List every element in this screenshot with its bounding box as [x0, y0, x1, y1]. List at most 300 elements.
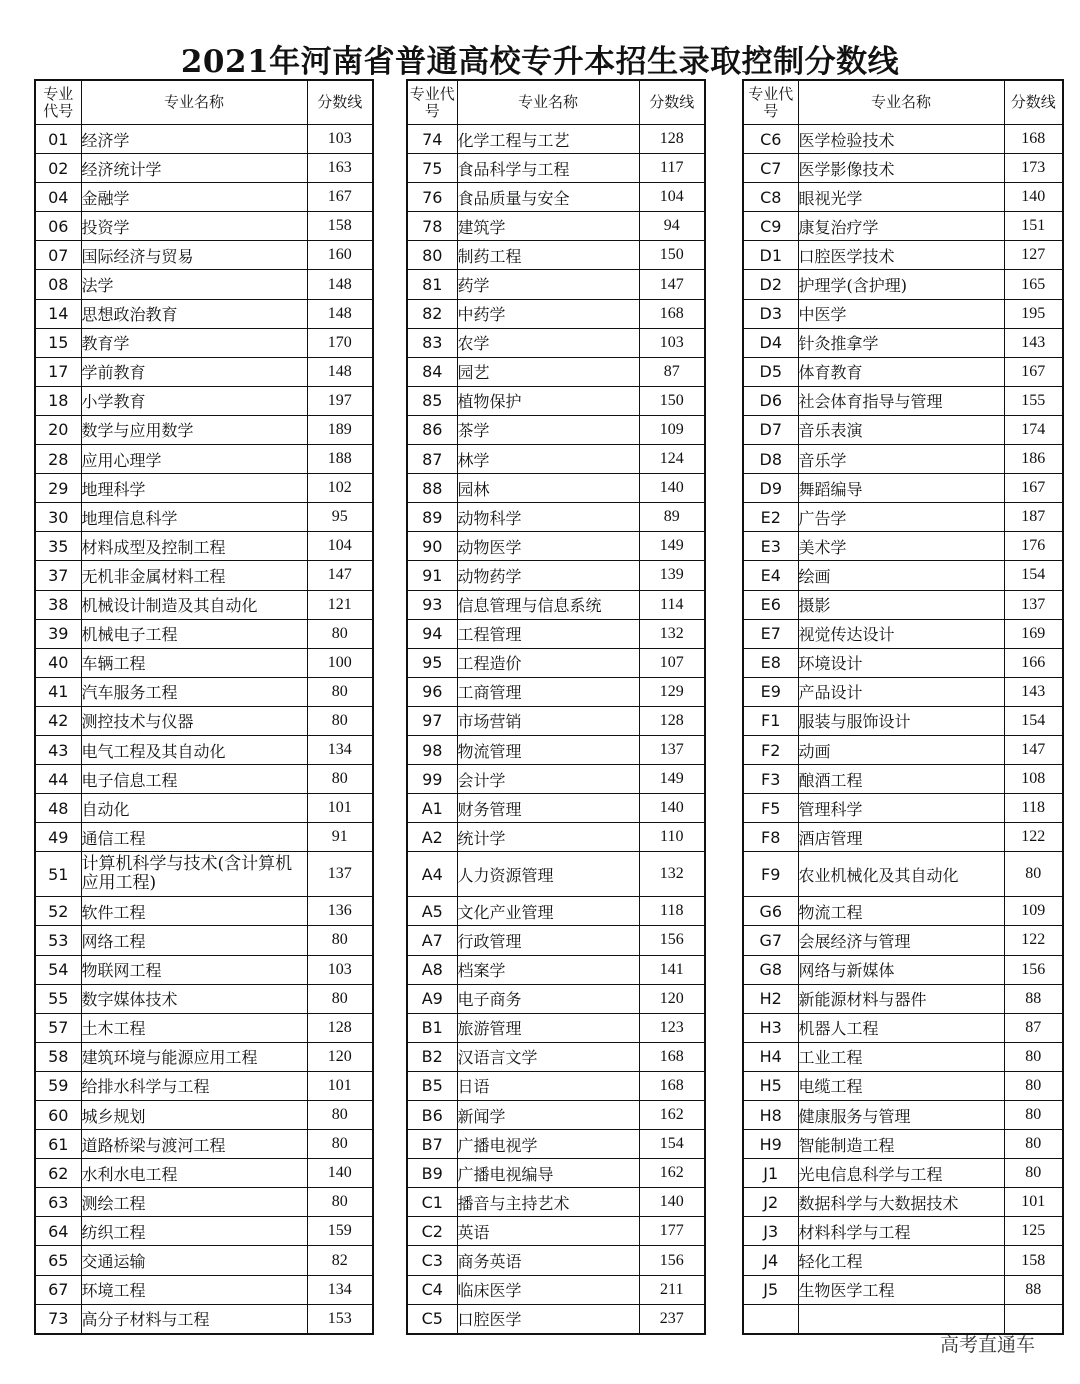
table-row — [35, 183, 373, 212]
major-code: G6 — [743, 897, 798, 926]
major-code: 99 — [407, 765, 457, 794]
table-row — [743, 1042, 1063, 1071]
major-name: 动画 — [798, 735, 1004, 764]
major-code: 14 — [35, 299, 81, 328]
major-name: 酿酒工程 — [798, 765, 1004, 794]
table-row — [35, 1071, 373, 1100]
major-code: 60 — [35, 1101, 81, 1130]
major-name: 林学 — [457, 445, 639, 474]
major-code: E2 — [743, 503, 798, 532]
score-line: 170 — [307, 328, 373, 357]
major-code: 89 — [407, 503, 457, 532]
major-code: 04 — [35, 183, 81, 212]
major-code: 01 — [35, 125, 81, 154]
table-row — [743, 154, 1063, 183]
table-row — [407, 270, 705, 299]
major-name: 测控技术与仪器 — [81, 706, 307, 735]
major-name: 光电信息科学与工程 — [798, 1159, 1004, 1188]
table-row — [743, 474, 1063, 503]
score-line: 80 — [307, 1188, 373, 1217]
score-line: 108 — [1004, 765, 1063, 794]
score-line: 188 — [307, 445, 373, 474]
major-name: 化学工程与工艺 — [457, 125, 639, 154]
major-code: C6 — [743, 125, 798, 154]
major-code: 75 — [407, 154, 457, 183]
table-row — [35, 1246, 373, 1275]
major-code: F1 — [743, 706, 798, 735]
major-name: 生物医学工程 — [798, 1275, 1004, 1304]
score-line: 80 — [1004, 1101, 1063, 1130]
major-name: 新闻学 — [457, 1101, 639, 1130]
score-line: 80 — [1004, 1130, 1063, 1159]
major-name: 高分子材料与工程 — [81, 1304, 307, 1334]
major-name: 针灸推拿学 — [798, 328, 1004, 357]
score-line: 176 — [1004, 532, 1063, 561]
major-name: 智能制造工程 — [798, 1130, 1004, 1159]
table-row — [35, 328, 373, 357]
major-code: H5 — [743, 1071, 798, 1100]
score-line: 174 — [1004, 415, 1063, 444]
major-name: 机械电子工程 — [81, 619, 307, 648]
major-code: E3 — [743, 532, 798, 561]
table-row — [407, 183, 705, 212]
table-row — [743, 357, 1063, 386]
table-row — [407, 648, 705, 677]
table-row — [407, 955, 705, 984]
major-code: A5 — [407, 897, 457, 926]
score-line: 150 — [639, 386, 705, 415]
major-code: A8 — [407, 955, 457, 984]
major-name: 中医学 — [798, 299, 1004, 328]
major-name: 会计学 — [457, 765, 639, 794]
major-code: H2 — [743, 984, 798, 1013]
table-row — [743, 677, 1063, 706]
major-code: E4 — [743, 561, 798, 590]
score-line: 122 — [1004, 926, 1063, 955]
major-code: 20 — [35, 415, 81, 444]
table-row — [35, 1304, 373, 1334]
score-line: 140 — [639, 794, 705, 823]
table-row — [35, 1159, 373, 1188]
table-row — [743, 590, 1063, 619]
score-line: 160 — [307, 241, 373, 270]
score-line: 128 — [639, 706, 705, 735]
major-name: 计算机科学与技术(含计算机应用工程) — [81, 852, 307, 897]
major-name: 国际经济与贸易 — [81, 241, 307, 270]
score-line: 109 — [639, 415, 705, 444]
major-name: 纺织工程 — [81, 1217, 307, 1246]
table-row — [407, 1130, 705, 1159]
score-line: 80 — [307, 1130, 373, 1159]
score-line: 123 — [639, 1013, 705, 1042]
major-code: 02 — [35, 154, 81, 183]
major-code: B5 — [407, 1071, 457, 1100]
header-score: 分数线 — [1004, 80, 1063, 125]
table-row — [35, 474, 373, 503]
major-code: 17 — [35, 357, 81, 386]
major-name: 园艺 — [457, 357, 639, 386]
major-code: 86 — [407, 415, 457, 444]
major-name: 动物医学 — [457, 532, 639, 561]
table-row — [743, 794, 1063, 823]
major-name: 茶学 — [457, 415, 639, 444]
major-name: 轻化工程 — [798, 1246, 1004, 1275]
table-row — [35, 590, 373, 619]
major-code: A7 — [407, 926, 457, 955]
major-code: 38 — [35, 590, 81, 619]
table-row — [743, 926, 1063, 955]
major-code: B2 — [407, 1042, 457, 1071]
major-name: 临床医学 — [457, 1275, 639, 1304]
major-code: 15 — [35, 328, 81, 357]
score-line: 109 — [1004, 897, 1063, 926]
page-title: 2021年河南省普通高校专升本招生录取控制分数线 — [180, 44, 900, 80]
score-line: 165 — [1004, 270, 1063, 299]
score-line: 120 — [307, 1042, 373, 1071]
table-row — [407, 445, 705, 474]
major-name: 视觉传达设计 — [798, 619, 1004, 648]
major-code: F8 — [743, 823, 798, 852]
table-row — [407, 328, 705, 357]
table-row — [743, 1275, 1063, 1304]
major-code: 40 — [35, 648, 81, 677]
major-name: 经济统计学 — [81, 154, 307, 183]
score-line: 80 — [307, 677, 373, 706]
score-line: 80 — [1004, 1042, 1063, 1071]
major-name: 市场营销 — [457, 706, 639, 735]
major-name: 工程造价 — [457, 648, 639, 677]
table-row — [407, 212, 705, 241]
table-row — [407, 154, 705, 183]
major-name: 制药工程 — [457, 241, 639, 270]
score-line: 104 — [307, 532, 373, 561]
score-line: 137 — [1004, 590, 1063, 619]
score-line: 167 — [1004, 474, 1063, 503]
major-name: 农业机械化及其自动化 — [798, 852, 1004, 897]
major-name: 金融学 — [81, 183, 307, 212]
table-row — [743, 125, 1063, 154]
major-name: 土木工程 — [81, 1013, 307, 1042]
score-line: 114 — [639, 590, 705, 619]
table-row — [407, 1101, 705, 1130]
major-name: 建筑环境与能源应用工程 — [81, 1042, 307, 1071]
table-row — [743, 270, 1063, 299]
table-row — [407, 474, 705, 503]
major-name: 建筑学 — [457, 212, 639, 241]
table-row — [743, 1159, 1063, 1188]
major-name: 网络工程 — [81, 926, 307, 955]
major-code: C9 — [743, 212, 798, 241]
score-line: 154 — [639, 1130, 705, 1159]
major-code: 96 — [407, 677, 457, 706]
table-row — [35, 386, 373, 415]
major-code: 57 — [35, 1013, 81, 1042]
score-line: 237 — [639, 1304, 705, 1334]
major-name: 舞蹈编导 — [798, 474, 1004, 503]
score-line: 159 — [307, 1217, 373, 1246]
score-line: 128 — [639, 125, 705, 154]
table-row — [35, 154, 373, 183]
major-name: 产品设计 — [798, 677, 1004, 706]
major-code: 84 — [407, 357, 457, 386]
major-name: 财务管理 — [457, 794, 639, 823]
major-code: 42 — [35, 706, 81, 735]
major-name: 动物药学 — [457, 561, 639, 590]
score-line: 155 — [1004, 386, 1063, 415]
major-code: 59 — [35, 1071, 81, 1100]
major-name: 英语 — [457, 1217, 639, 1246]
table-row — [407, 984, 705, 1013]
major-code: A2 — [407, 823, 457, 852]
score-line: 177 — [639, 1217, 705, 1246]
score-line: 154 — [1004, 706, 1063, 735]
major-name: 植物保护 — [457, 386, 639, 415]
header-code: 专业代号 — [743, 80, 798, 125]
major-code: F9 — [743, 852, 798, 897]
major-code: 95 — [407, 648, 457, 677]
major-code: D6 — [743, 386, 798, 415]
major-name: 思想政治教育 — [81, 299, 307, 328]
header-code: 专业代号 — [35, 80, 81, 125]
score-line: 118 — [1004, 794, 1063, 823]
score-line: 101 — [307, 1071, 373, 1100]
table-row — [35, 357, 373, 386]
score-line: 134 — [307, 735, 373, 764]
major-code: C8 — [743, 183, 798, 212]
score-line: 103 — [307, 955, 373, 984]
table-row — [407, 299, 705, 328]
table-row — [743, 984, 1063, 1013]
major-code: F2 — [743, 735, 798, 764]
table-row — [35, 619, 373, 648]
major-code: D2 — [743, 270, 798, 299]
major-name: 护理学(含护理) — [798, 270, 1004, 299]
score-line: 153 — [307, 1304, 373, 1334]
major-name: 播音与主持艺术 — [457, 1188, 639, 1217]
score-line: 101 — [307, 794, 373, 823]
major-code: 49 — [35, 823, 81, 852]
table-row — [743, 1101, 1063, 1130]
major-name: 材料科学与工程 — [798, 1217, 1004, 1246]
score-line: 117 — [639, 154, 705, 183]
header-name: 专业名称 — [798, 80, 1004, 125]
score-line: 128 — [307, 1013, 373, 1042]
score-line: 147 — [307, 561, 373, 590]
major-code: E6 — [743, 590, 798, 619]
major-name: 音乐表演 — [798, 415, 1004, 444]
score-line: 147 — [1004, 735, 1063, 764]
score-line: 166 — [1004, 648, 1063, 677]
score-line: 125 — [1004, 1217, 1063, 1246]
score-line: 82 — [307, 1246, 373, 1275]
table-row — [407, 823, 705, 852]
major-name: 健康服务与管理 — [798, 1101, 1004, 1130]
major-name: 酒店管理 — [798, 823, 1004, 852]
major-code: 58 — [35, 1042, 81, 1071]
table-row — [407, 125, 705, 154]
header-code: 专业代号 — [407, 80, 457, 125]
table-row — [743, 648, 1063, 677]
table-row — [743, 706, 1063, 735]
score-line: 107 — [639, 648, 705, 677]
major-code: E7 — [743, 619, 798, 648]
major-code: F3 — [743, 765, 798, 794]
score-line: 124 — [639, 445, 705, 474]
major-name: 机器人工程 — [798, 1013, 1004, 1042]
table-row — [743, 241, 1063, 270]
table-row — [743, 765, 1063, 794]
header-score: 分数线 — [307, 80, 373, 125]
major-code: C1 — [407, 1188, 457, 1217]
table-row — [35, 823, 373, 852]
score-line: 129 — [639, 677, 705, 706]
table-row — [407, 735, 705, 764]
table-row — [35, 706, 373, 735]
major-name: 学前教育 — [81, 357, 307, 386]
major-name: 电子信息工程 — [81, 765, 307, 794]
major-name: 人力资源管理 — [457, 852, 639, 897]
major-code: 08 — [35, 270, 81, 299]
major-code: 41 — [35, 677, 81, 706]
score-line: 102 — [307, 474, 373, 503]
score-line: 110 — [639, 823, 705, 852]
table-row — [407, 765, 705, 794]
major-name: 农学 — [457, 328, 639, 357]
major-code: C3 — [407, 1246, 457, 1275]
score-table-3 — [742, 79, 1064, 1335]
score-line: 150 — [639, 241, 705, 270]
score-line: 148 — [307, 357, 373, 386]
score-line: 143 — [1004, 328, 1063, 357]
table-row — [407, 794, 705, 823]
score-line: 80 — [1004, 1159, 1063, 1188]
table-row — [743, 1013, 1063, 1042]
score-line: 80 — [307, 926, 373, 955]
score-line: 149 — [639, 532, 705, 561]
major-code — [743, 1304, 798, 1334]
major-code: 18 — [35, 386, 81, 415]
table-row — [743, 1246, 1063, 1275]
score-line: 140 — [639, 1188, 705, 1217]
score-line: 101 — [1004, 1188, 1063, 1217]
score-line: 173 — [1004, 154, 1063, 183]
major-code: 97 — [407, 706, 457, 735]
table-row — [743, 823, 1063, 852]
score-line: 156 — [1004, 955, 1063, 984]
score-line: 189 — [307, 415, 373, 444]
major-code: 62 — [35, 1159, 81, 1188]
major-code: A9 — [407, 984, 457, 1013]
major-code: 52 — [35, 897, 81, 926]
table-row — [743, 619, 1063, 648]
major-code: 82 — [407, 299, 457, 328]
table-row — [743, 1071, 1063, 1100]
score-line: 168 — [639, 1042, 705, 1071]
score-line: 121 — [307, 590, 373, 619]
score-line: 143 — [1004, 677, 1063, 706]
major-name: 中药学 — [457, 299, 639, 328]
major-code: 39 — [35, 619, 81, 648]
major-code: G7 — [743, 926, 798, 955]
major-code: 07 — [35, 241, 81, 270]
major-name: 康复治疗学 — [798, 212, 1004, 241]
major-code: 94 — [407, 619, 457, 648]
major-name: 地理科学 — [81, 474, 307, 503]
major-code: C2 — [407, 1217, 457, 1246]
header-name: 专业名称 — [81, 80, 307, 125]
score-line: 80 — [1004, 852, 1063, 897]
major-name: 数学与应用数学 — [81, 415, 307, 444]
major-name: 园林 — [457, 474, 639, 503]
major-code: 83 — [407, 328, 457, 357]
major-name: 广告学 — [798, 503, 1004, 532]
score-line: 148 — [307, 270, 373, 299]
major-code: E9 — [743, 677, 798, 706]
major-name: 道路桥梁与渡河工程 — [81, 1130, 307, 1159]
major-code: B1 — [407, 1013, 457, 1042]
score-line: 151 — [1004, 212, 1063, 241]
table-row — [407, 1275, 705, 1304]
table-row — [35, 503, 373, 532]
score-line: 158 — [1004, 1246, 1063, 1275]
table-row — [35, 1101, 373, 1130]
major-name: 日语 — [457, 1071, 639, 1100]
table-row — [407, 532, 705, 561]
score-line: 89 — [639, 503, 705, 532]
table-row — [35, 1275, 373, 1304]
major-code: 65 — [35, 1246, 81, 1275]
major-code: C5 — [407, 1304, 457, 1334]
major-code: J1 — [743, 1159, 798, 1188]
table-row — [407, 1217, 705, 1246]
table-row — [743, 561, 1063, 590]
score-line: 127 — [1004, 241, 1063, 270]
major-code: 63 — [35, 1188, 81, 1217]
major-name: 文化产业管理 — [457, 897, 639, 926]
score-line: 100 — [307, 648, 373, 677]
major-name: 水利水电工程 — [81, 1159, 307, 1188]
major-name: 给排水科学与工程 — [81, 1071, 307, 1100]
major-code: 64 — [35, 1217, 81, 1246]
major-code: D5 — [743, 357, 798, 386]
major-name: 旅游管理 — [457, 1013, 639, 1042]
major-code: C7 — [743, 154, 798, 183]
major-name: 数据科学与大数据技术 — [798, 1188, 1004, 1217]
score-line: 162 — [639, 1159, 705, 1188]
score-line: 211 — [639, 1275, 705, 1304]
table-row — [407, 1071, 705, 1100]
major-name: 档案学 — [457, 955, 639, 984]
table-row — [407, 590, 705, 619]
major-code: 30 — [35, 503, 81, 532]
score-line: 80 — [307, 984, 373, 1013]
table-row — [35, 794, 373, 823]
major-code: 06 — [35, 212, 81, 241]
score-line: 158 — [307, 212, 373, 241]
major-name: 统计学 — [457, 823, 639, 852]
score-line: 80 — [307, 765, 373, 794]
major-code: D8 — [743, 445, 798, 474]
table-row — [743, 386, 1063, 415]
major-name: 投资学 — [81, 212, 307, 241]
major-code: 98 — [407, 735, 457, 764]
major-code: B9 — [407, 1159, 457, 1188]
major-code: E8 — [743, 648, 798, 677]
major-code: 73 — [35, 1304, 81, 1334]
major-name: 信息管理与信息系统 — [457, 590, 639, 619]
major-name: 食品科学与工程 — [457, 154, 639, 183]
table-row — [35, 897, 373, 926]
